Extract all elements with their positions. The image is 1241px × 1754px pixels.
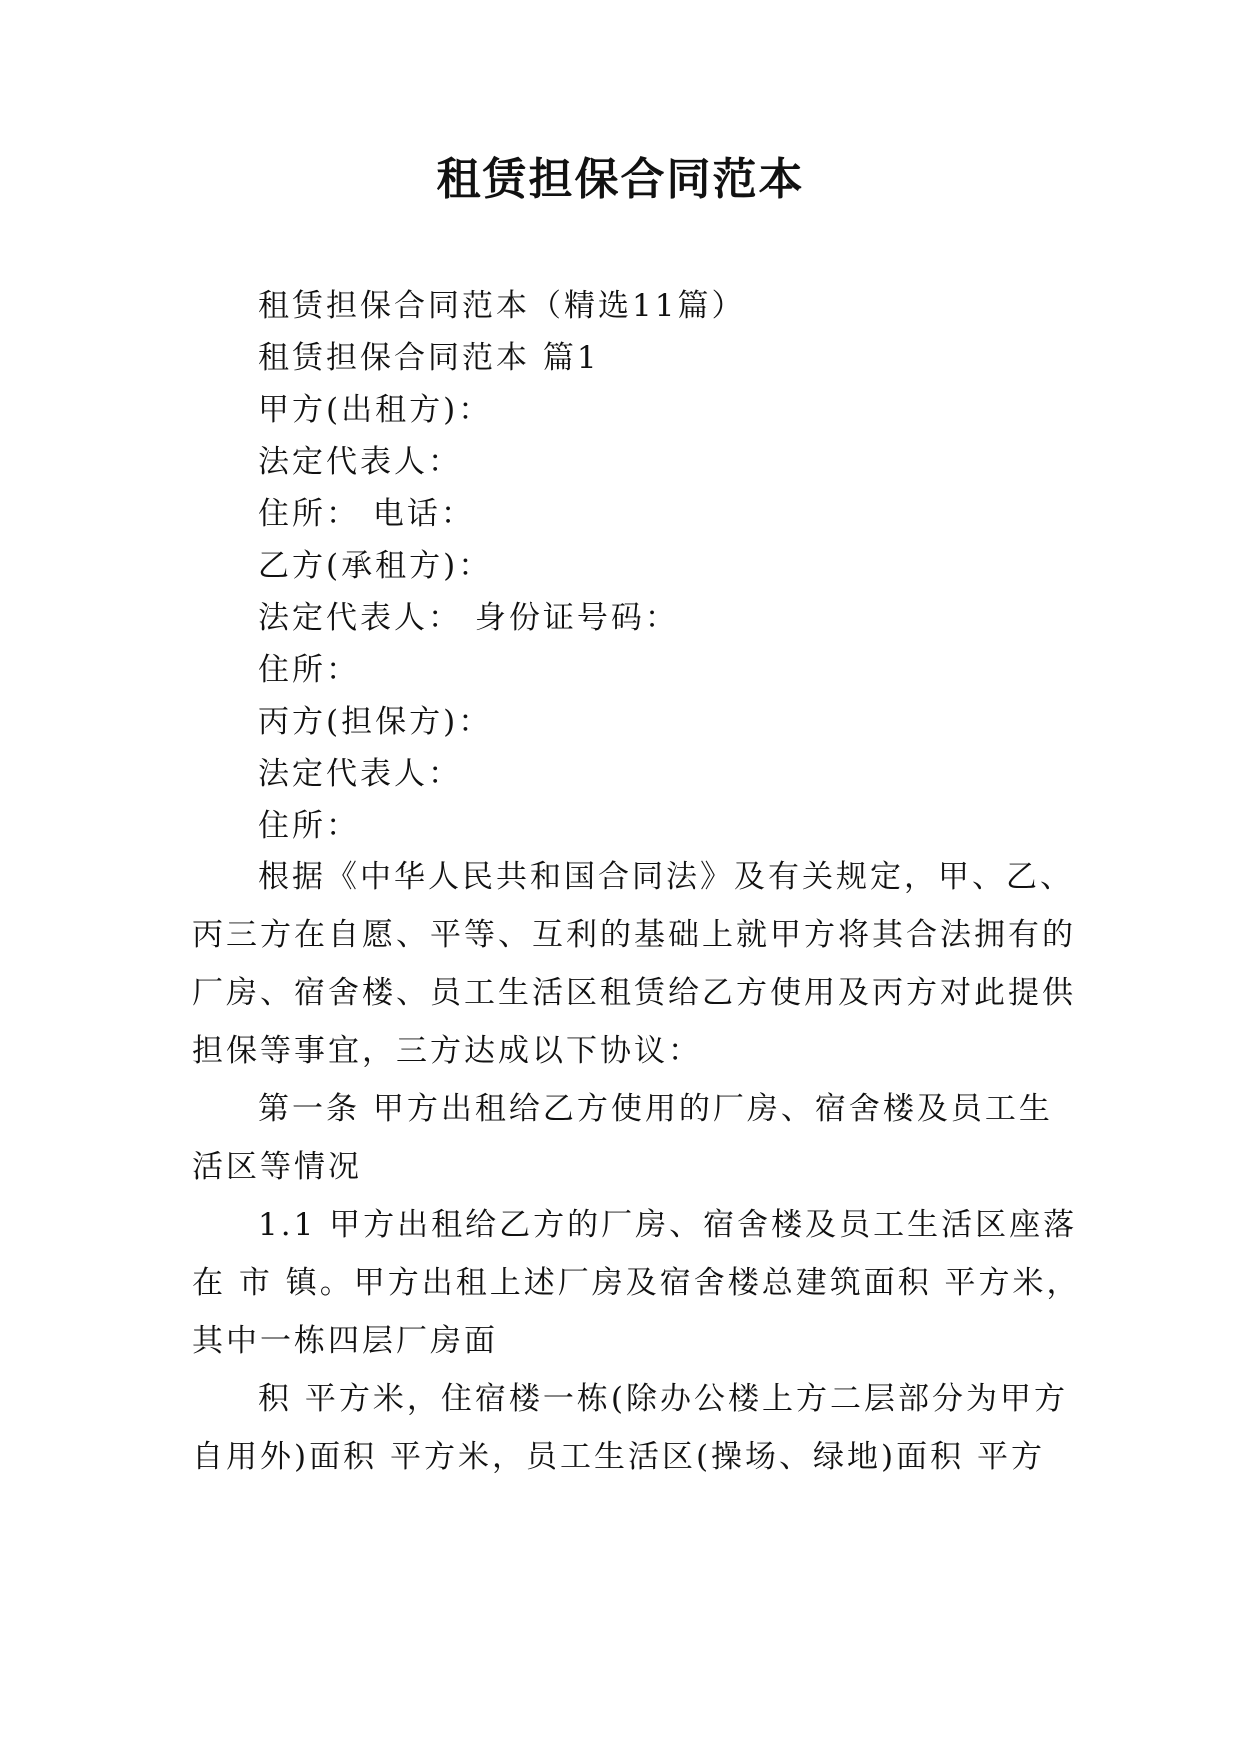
paragraph [192,848,1076,1080]
paragraph [192,1080,1054,1196]
paragraph [192,1196,1081,1370]
paragraph-line: 担保等事宜，三方达成以下协议： [192,1033,702,1069]
paragraph-line: 丙三方在自愿、平等、互利的基础上就甲方将其合法拥有的 [192,917,1076,953]
paragraph-line: 其中一栋四层厂房面 [192,1323,498,1359]
text-line: 乙方(承租方)： [258,548,493,584]
text-line: 住所： 电话： [258,496,475,532]
text-line: 租赁担保合同范本 篇1 [258,340,600,376]
paragraph-line: 积 平方米，住宿楼一栋(除办公楼上方二层部分为甲方 [258,1381,1068,1417]
paragraph-line: 活区等情况 [192,1149,362,1185]
paragraph-line: 自用外)面积 平方米，员工生活区(操场、绿地)面积 平方 [192,1439,1045,1475]
paragraph-line: 厂房、宿舍楼、员工生活区租赁给乙方使用及丙方对此提供 [192,975,1076,1011]
text-line: 法定代表人： 身份证号码： [258,600,679,636]
paragraph-line: 在 市 镇。甲方出租上述厂房及宿舍楼总建筑面积 平方米， [192,1265,1081,1301]
text-line: 法定代表人： [258,756,462,792]
paragraph-line: 1.1 甲方出租给乙方的厂房、宿舍楼及员工生活区座落 [258,1207,1078,1243]
paragraph-line: 根据《中华人民共和国合同法》及有关规定，甲、乙、 [258,859,1074,895]
text-line: 法定代表人： [258,444,462,480]
text-line: 甲方(出租方)： [258,392,493,428]
text-line: 住所： [258,808,360,844]
paragraph-line: 第一条 甲方出租给乙方使用的厂房、宿舍楼及员工生 [258,1091,1053,1127]
text-line: 住所： [258,652,360,688]
text-line: 丙方(担保方)： [258,704,493,740]
text-line: 租赁担保合同范本（精选11篇） [258,288,746,324]
paragraph [192,1370,1068,1486]
page-title: 租赁担保合同范本 [436,154,805,205]
